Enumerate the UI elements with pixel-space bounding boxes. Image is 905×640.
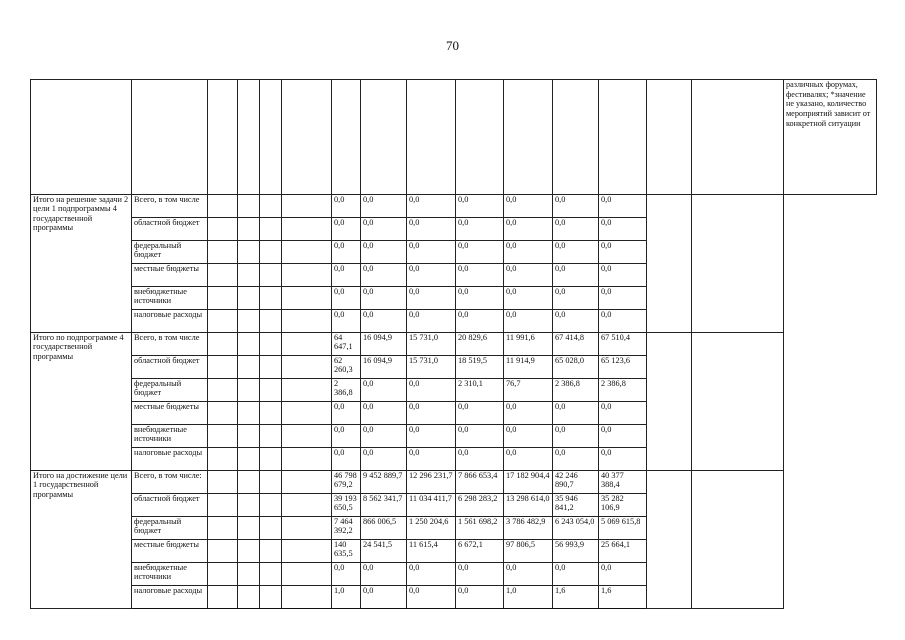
empty-cell	[282, 310, 332, 333]
value-cell: 0,0	[456, 425, 504, 448]
value-cell: 0,0	[332, 264, 361, 287]
value-cell: 1,0	[504, 586, 553, 609]
value-cell: 11 034 411,7	[407, 494, 456, 517]
value-cell: 0,0	[599, 218, 647, 241]
row-label: Всего, в том числе	[132, 195, 208, 218]
value-cell: 0,0	[504, 218, 553, 241]
value-cell: 39 193 650,5	[332, 494, 361, 517]
value-cell: 0,0	[553, 563, 599, 586]
value-cell: 56 993,9	[553, 540, 599, 563]
value-cell: 0,0	[332, 563, 361, 586]
empty-cell	[692, 195, 784, 333]
empty-cell	[238, 471, 260, 494]
row-label: внебюджетные источники	[132, 425, 208, 448]
value-cell: 2 310,1	[456, 379, 504, 402]
value-cell: 11 991,6	[504, 333, 553, 356]
empty-cell	[208, 402, 238, 425]
value-cell: 0,0	[332, 195, 361, 218]
budget-table	[30, 79, 877, 609]
empty-cell	[282, 218, 332, 241]
empty-cell	[260, 379, 282, 402]
value-cell: 0,0	[456, 195, 504, 218]
value-cell: 0,0	[407, 264, 456, 287]
row-label: налоговые расходы	[132, 310, 208, 333]
value-cell: 62 260,3	[332, 356, 361, 379]
value-cell: 11 615,4	[407, 540, 456, 563]
value-cell: 0,0	[361, 287, 407, 310]
group-title: Итого по подпрограмме 4 государственной программы	[31, 333, 132, 471]
value-cell: 0,0	[456, 218, 504, 241]
value-cell: 0,0	[407, 241, 456, 264]
value-cell: 0,0	[361, 402, 407, 425]
value-cell: 0,0	[599, 563, 647, 586]
value-cell: 40 377 388,4	[599, 471, 647, 494]
empty-cell	[647, 333, 692, 471]
value-cell: 0,0	[553, 264, 599, 287]
empty-cell	[647, 471, 692, 609]
empty-cell	[208, 586, 238, 609]
empty-cell	[282, 540, 332, 563]
value-cell: 0,0	[599, 287, 647, 310]
value-cell: 0,0	[599, 402, 647, 425]
value-cell: 6 243 054,0	[553, 517, 599, 540]
empty-cell	[692, 471, 784, 609]
value-cell: 0,0	[599, 425, 647, 448]
empty-cell	[208, 471, 238, 494]
value-cell: 0,0	[599, 448, 647, 471]
value-cell: 0,0	[332, 218, 361, 241]
empty-cell	[238, 586, 260, 609]
value-cell: 6 298 283,2	[456, 494, 504, 517]
value-cell: 0,0	[553, 310, 599, 333]
empty-cell	[238, 379, 260, 402]
empty-cell	[238, 218, 260, 241]
value-cell: 97 806,5	[504, 540, 553, 563]
value-cell: 9 452 889,7	[361, 471, 407, 494]
group-title: Итого на решение задачи 2 цели 1 подпрограммы 4 государственной программы	[31, 195, 132, 333]
empty-cell	[282, 195, 332, 218]
value-cell: 0,0	[332, 310, 361, 333]
empty-cell	[260, 448, 282, 471]
empty-cell	[208, 563, 238, 586]
empty-cell	[282, 402, 332, 425]
value-cell: 0,0	[599, 241, 647, 264]
table-row	[31, 471, 877, 494]
value-cell: 8 562 341,7	[361, 494, 407, 517]
value-cell: 67 414,8	[553, 333, 599, 356]
empty-cell	[208, 310, 238, 333]
empty-cell	[238, 425, 260, 448]
header-row	[31, 80, 877, 195]
value-cell: 0,0	[553, 287, 599, 310]
empty-cell	[260, 356, 282, 379]
value-cell: 1,0	[332, 586, 361, 609]
value-cell: 0,0	[361, 425, 407, 448]
empty-cell	[260, 264, 282, 287]
empty-cell	[208, 425, 238, 448]
empty-cell	[208, 356, 238, 379]
empty-cell	[282, 563, 332, 586]
row-label: местные бюджеты	[132, 402, 208, 425]
value-cell: 67 510,4	[599, 333, 647, 356]
value-cell: 16 094,9	[361, 333, 407, 356]
value-cell: 0,0	[407, 287, 456, 310]
value-cell: 2 386,8	[599, 379, 647, 402]
value-cell: 0,0	[361, 448, 407, 471]
empty-cell	[260, 563, 282, 586]
empty-cell	[260, 218, 282, 241]
value-cell: 0,0	[456, 264, 504, 287]
empty-cell	[647, 195, 692, 333]
value-cell: 0,0	[504, 287, 553, 310]
value-cell: 15 731,0	[407, 356, 456, 379]
value-cell: 0,0	[599, 195, 647, 218]
value-cell: 0,0	[361, 195, 407, 218]
value-cell: 0,0	[407, 425, 456, 448]
value-cell: 0,0	[456, 586, 504, 609]
value-cell: 0,0	[553, 425, 599, 448]
empty-cell	[282, 471, 332, 494]
group-title: Итого на достижение цели 1 государственной программы	[31, 471, 132, 609]
value-cell: 0,0	[553, 241, 599, 264]
value-cell: 6 672,1	[456, 540, 504, 563]
empty-cell	[208, 517, 238, 540]
row-label: областной бюджет	[132, 356, 208, 379]
empty-cell	[260, 241, 282, 264]
empty-cell	[208, 333, 238, 356]
value-cell: 0,0	[332, 425, 361, 448]
empty-cell	[208, 287, 238, 310]
value-cell: 0,0	[553, 195, 599, 218]
empty-cell	[260, 586, 282, 609]
value-cell: 2 386,8	[332, 379, 361, 402]
row-label: областной бюджет	[132, 494, 208, 517]
empty-cell	[208, 241, 238, 264]
value-cell: 5 069 615,8	[599, 517, 647, 540]
value-cell: 0,0	[456, 287, 504, 310]
value-cell: 0,0	[361, 310, 407, 333]
value-cell: 0,0	[553, 448, 599, 471]
empty-cell	[208, 448, 238, 471]
value-cell: 0,0	[504, 448, 553, 471]
value-cell: 46 798 679,2	[332, 471, 361, 494]
value-cell: 35 282 106,9	[599, 494, 647, 517]
value-cell: 17 182 904,4	[504, 471, 553, 494]
page-number: 70	[446, 38, 459, 53]
row-label: налоговые расходы	[132, 586, 208, 609]
value-cell: 3 786 482,9	[504, 517, 553, 540]
empty-cell	[238, 287, 260, 310]
empty-cell	[238, 356, 260, 379]
empty-cell	[282, 333, 332, 356]
empty-cell	[260, 402, 282, 425]
value-cell: 65 028,0	[553, 356, 599, 379]
value-cell: 12 296 231,7	[407, 471, 456, 494]
empty-cell	[208, 218, 238, 241]
value-cell: 0,0	[504, 241, 553, 264]
value-cell: 0,0	[361, 563, 407, 586]
value-cell: 0,0	[456, 310, 504, 333]
empty-cell	[208, 540, 238, 563]
value-cell: 0,0	[332, 448, 361, 471]
value-cell: 866 006,5	[361, 517, 407, 540]
empty-cell	[260, 310, 282, 333]
row-label: федеральный бюджет	[132, 517, 208, 540]
value-cell: 0,0	[332, 287, 361, 310]
value-cell: 42 246 890,7	[553, 471, 599, 494]
value-cell: 0,0	[456, 448, 504, 471]
empty-cell	[282, 264, 332, 287]
empty-cell	[260, 287, 282, 310]
value-cell: 7 464 392,2	[332, 517, 361, 540]
empty-cell	[260, 540, 282, 563]
value-cell: 0,0	[361, 218, 407, 241]
value-cell: 1 561 698,2	[456, 517, 504, 540]
empty-cell	[282, 425, 332, 448]
row-label: федеральный бюджет	[132, 379, 208, 402]
value-cell: 0,0	[504, 425, 553, 448]
value-cell: 65 123,6	[599, 356, 647, 379]
value-cell: 140 635,5	[332, 540, 361, 563]
value-cell: 0,0	[504, 563, 553, 586]
value-cell: 0,0	[332, 241, 361, 264]
header-note: различных форумах, фестивалях; *значение не указано, количество мероприятий зависит от конкретной ситуации	[784, 80, 877, 195]
empty-cell	[260, 333, 282, 356]
value-cell: 0,0	[599, 310, 647, 333]
row-label: федеральный бюджет	[132, 241, 208, 264]
value-cell: 0,0	[407, 586, 456, 609]
empty-cell	[260, 425, 282, 448]
empty-cell	[238, 195, 260, 218]
table-row	[31, 195, 877, 218]
value-cell: 0,0	[504, 402, 553, 425]
value-cell: 1,6	[599, 586, 647, 609]
empty-cell	[238, 402, 260, 425]
empty-cell	[238, 517, 260, 540]
row-label: внебюджетные источники	[132, 287, 208, 310]
row-label: местные бюджеты	[132, 264, 208, 287]
value-cell: 1,6	[553, 586, 599, 609]
row-label: Всего, в том числе:	[132, 471, 208, 494]
value-cell: 0,0	[407, 195, 456, 218]
value-cell: 0,0	[553, 402, 599, 425]
value-cell: 35 946 841,2	[553, 494, 599, 517]
value-cell: 11 914,9	[504, 356, 553, 379]
row-label: местные бюджеты	[132, 540, 208, 563]
empty-cell	[208, 494, 238, 517]
value-cell: 0,0	[407, 563, 456, 586]
row-label: областной бюджет	[132, 218, 208, 241]
empty-cell	[238, 540, 260, 563]
value-cell: 0,0	[361, 379, 407, 402]
value-cell: 0,0	[407, 402, 456, 425]
value-cell: 25 664,1	[599, 540, 647, 563]
empty-cell	[692, 333, 784, 471]
empty-cell	[282, 586, 332, 609]
row-label: внебюджетные источники	[132, 563, 208, 586]
empty-cell	[282, 241, 332, 264]
empty-cell	[260, 195, 282, 218]
value-cell: 16 094,9	[361, 356, 407, 379]
value-cell: 1 250 204,6	[407, 517, 456, 540]
value-cell: 76,7	[504, 379, 553, 402]
value-cell: 2 386,8	[553, 379, 599, 402]
empty-cell	[282, 356, 332, 379]
empty-cell	[238, 494, 260, 517]
empty-cell	[238, 563, 260, 586]
value-cell: 18 519,5	[456, 356, 504, 379]
empty-cell	[208, 195, 238, 218]
empty-cell	[260, 494, 282, 517]
value-cell: 0,0	[407, 218, 456, 241]
empty-cell	[208, 379, 238, 402]
empty-cell	[238, 264, 260, 287]
value-cell: 0,0	[456, 241, 504, 264]
empty-cell	[238, 448, 260, 471]
value-cell: 0,0	[407, 448, 456, 471]
value-cell: 24 541,5	[361, 540, 407, 563]
value-cell: 0,0	[407, 310, 456, 333]
value-cell: 0,0	[332, 402, 361, 425]
empty-cell	[282, 494, 332, 517]
value-cell: 0,0	[553, 218, 599, 241]
empty-cell	[238, 333, 260, 356]
empty-cell	[282, 379, 332, 402]
empty-cell	[260, 517, 282, 540]
value-cell: 0,0	[361, 586, 407, 609]
empty-cell	[282, 287, 332, 310]
value-cell: 0,0	[456, 563, 504, 586]
value-cell: 0,0	[361, 264, 407, 287]
value-cell: 0,0	[504, 195, 553, 218]
empty-cell	[260, 471, 282, 494]
value-cell: 0,0	[361, 241, 407, 264]
empty-cell	[282, 517, 332, 540]
value-cell: 13 298 614,0	[504, 494, 553, 517]
value-cell: 0,0	[504, 310, 553, 333]
row-label: Всего, в том числе	[132, 333, 208, 356]
empty-cell	[282, 448, 332, 471]
value-cell: 0,0	[407, 379, 456, 402]
row-label: налоговые расходы	[132, 448, 208, 471]
table-row	[31, 333, 877, 356]
empty-cell	[208, 264, 238, 287]
value-cell: 64 647,1	[332, 333, 361, 356]
empty-cell	[238, 241, 260, 264]
value-cell: 0,0	[456, 402, 504, 425]
value-cell: 7 866 653,4	[456, 471, 504, 494]
value-cell: 15 731,0	[407, 333, 456, 356]
value-cell: 0,0	[599, 264, 647, 287]
value-cell: 0,0	[504, 264, 553, 287]
empty-cell	[238, 310, 260, 333]
value-cell: 20 829,6	[456, 333, 504, 356]
